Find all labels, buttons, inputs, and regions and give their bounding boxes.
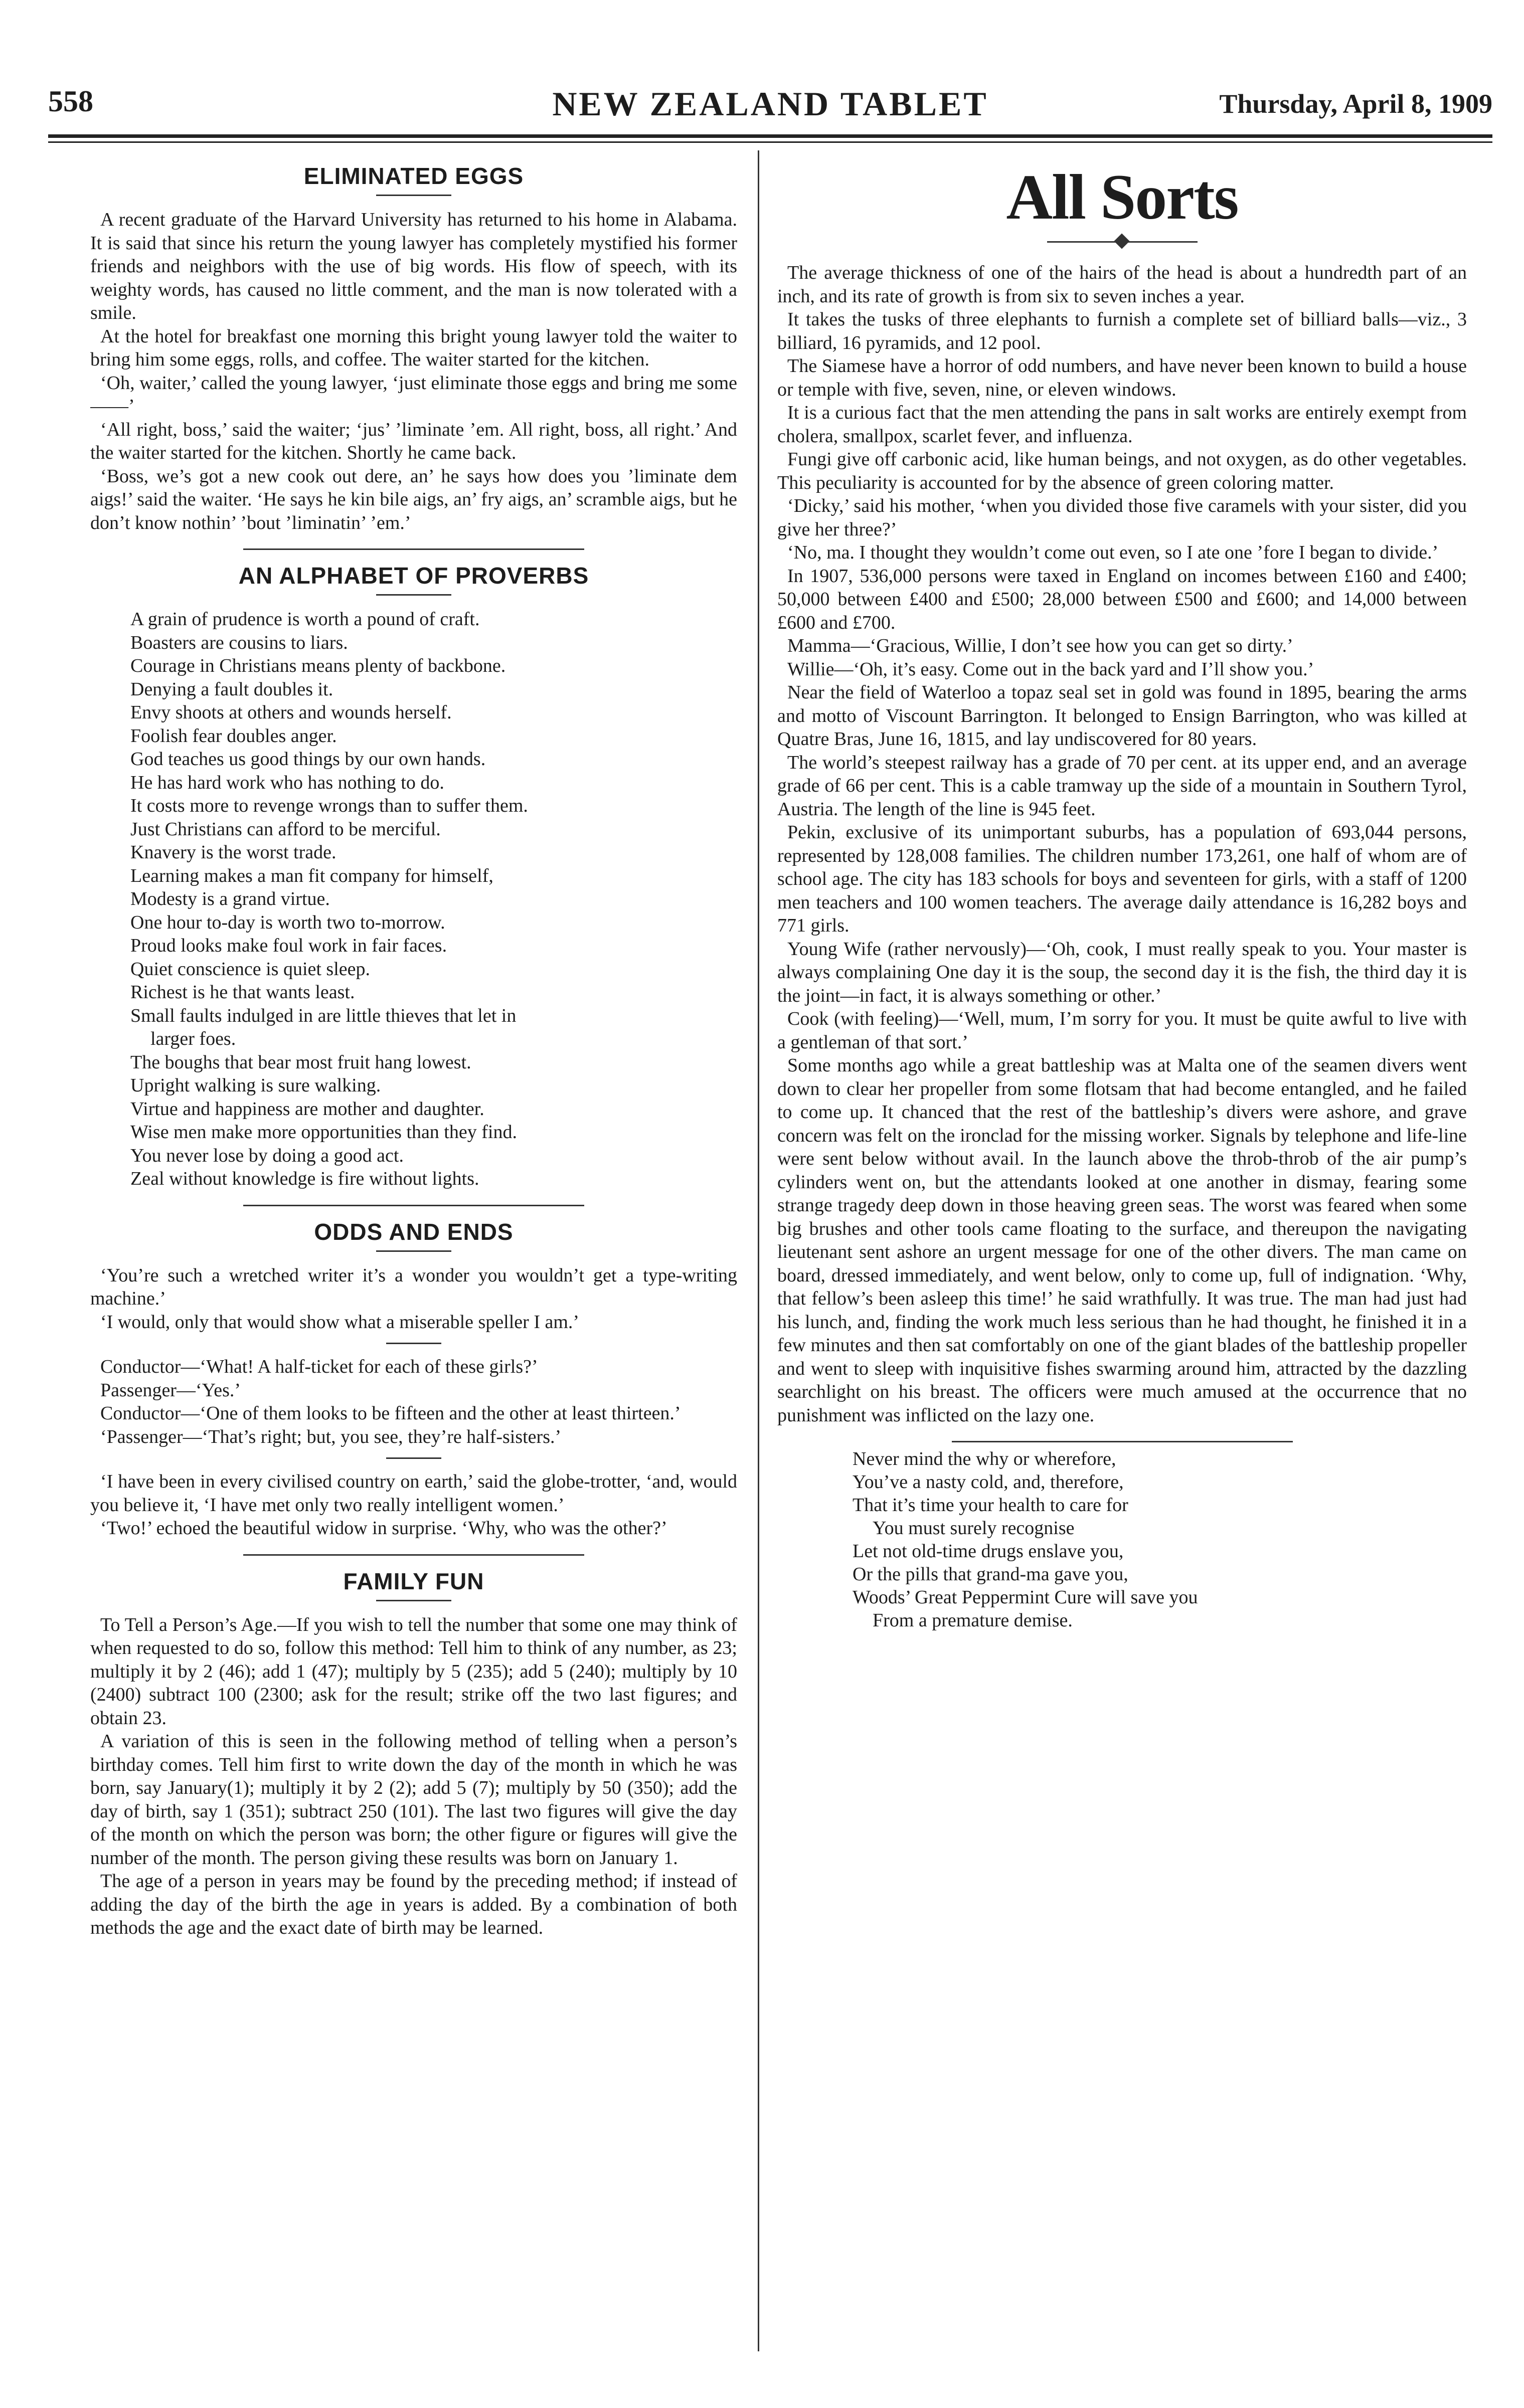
proverb: A grain of prudence is worth a pound of craft. xyxy=(130,609,480,630)
article-paragraph: ‘I have been in every civilised country on earth,’ said the globe-trotter, ‘and, would you believe it, ‘I have met only two really intelligent women.’ xyxy=(90,1471,737,1516)
item-paragraph: The Siamese have a horror of odd numbers, and have never been known to build a house or temple with five, seven, nine, or eleven windows. xyxy=(777,355,1467,400)
item-paragraph: It is a curious fact that the men attending the pans in salt works are entirely exempt from cholera, smallpox, scarlet fever, and influenza. xyxy=(777,402,1467,447)
article-paragraph: ‘I would, only that would show what a miserable speller I am.’ xyxy=(100,1311,580,1333)
article-paragraph: ‘Oh, waiter,’ called the young lawyer, ‘just eliminate those eggs and bring me some——’ xyxy=(90,372,737,417)
all-sorts-title: All Sorts xyxy=(1006,161,1238,233)
poem-line: You must surely recognise xyxy=(873,1518,1075,1539)
item-paragraph: Fungi give off carbonic acid, like human beings, and not oxygen, as do other vegetables. This peculiarity is accounted for by the absence of green coloring matter. xyxy=(777,449,1467,493)
article-paragraph: Conductor—‘What! A half-ticket for each of these girls?’ xyxy=(100,1356,538,1377)
diamond-icon xyxy=(1114,233,1129,249)
article-paragraph: ‘All right, boss,’ said the waiter; ‘jus’ ’liminate ’em. All right, boss, all right.’ And the waiter started for the kitchen. Shortly he came back. xyxy=(90,419,737,463)
section-divider xyxy=(243,1205,584,1206)
right-column xyxy=(777,150,1467,2356)
proverb: Virtue and happiness are mother and daughter. xyxy=(130,1098,484,1120)
article-paragraph: Passenger—‘Yes.’ xyxy=(100,1379,241,1401)
masthead-rule-thin xyxy=(48,141,1492,143)
poem-line: From a premature demise. xyxy=(873,1610,1073,1631)
newspaper-title: NEW ZEALAND TABLET xyxy=(552,85,988,123)
proverb: Just Christians can afford to be merciful. xyxy=(130,818,441,840)
section-eliminated-eggs xyxy=(90,162,737,534)
poem-line: That it’s time your health to care for xyxy=(853,1495,1128,1516)
proverb: Courage in Christians means plenty of backbone. xyxy=(130,655,506,676)
section-heading: ODDS AND ENDS xyxy=(314,1218,514,1245)
item-paragraph: The world’s steepest railway has a grade of 70 per cent. at its upper end, and an average grade of 66 per cent. This is a cable tramway up the side of a mountain in Southern Tyrol, Austria. The length of the line is 945 feet. xyxy=(777,752,1467,820)
heading-rule xyxy=(376,1600,451,1601)
section-heading: AN ALPHABET OF PROVERBS xyxy=(238,563,589,589)
poem-line: Never mind the why or wherefore, xyxy=(853,1448,1116,1469)
item-paragraph: In 1907, 536,000 persons were taxed in England on incomes between £160 and £400; 50,000 between £400 and £500; 28,000 between £500 and £600; and 14,000 between £600 and £700. xyxy=(777,565,1467,633)
proverb: God teaches us good things by our own hands. xyxy=(130,749,486,770)
joke-divider xyxy=(386,1457,441,1459)
item-paragraph: Pekin, exclusive of its unimportant suburbs, has a population of 693,044 persons, represented by 128,008 families. The children number 173,261, one half of whom are of school age. The city has 183 schools for boys and seventeen for girls, with a staff of 1200 men teachers and 100 women teachers. The average daily attendance is 16,282 boys and 771 girls. xyxy=(777,822,1467,936)
heading-rule xyxy=(376,594,451,596)
poem-line: You’ve a nasty cold, and, therefore, xyxy=(853,1471,1124,1493)
proverb: He has hard work who has nothing to do. xyxy=(130,772,444,793)
item-paragraph: It takes the tusks of three elephants to furnish a complete set of billiard balls—viz., 3 billiard, 16 pyramids, and 12 pool. xyxy=(777,309,1467,353)
poem-line: Let not old-time drugs enslave you, xyxy=(853,1541,1124,1562)
article-paragraph: ‘Passenger—‘That’s right; but, you see, they’re half-sisters.’ xyxy=(100,1426,562,1447)
article-paragraph: To Tell a Person’s Age.—If you wish to tell the number that some one may think of when requested to do so, follow this method: Tell him to think of any number, as 23; multiply it by 2 (46); add 1 (47); multiply by 5 (235); add 5 (240); multiply by 10 (2400) subtract 100 (2300; ask for the result; strike off the two last figures; and obtain 23. xyxy=(90,1614,737,1729)
proverb: One hour to-day is worth two to-morrow. xyxy=(130,911,445,933)
proverb: Foolish fear doubles anger. xyxy=(130,725,337,747)
proverb: Quiet conscience is quiet sleep. xyxy=(130,958,371,980)
proverb: Knavery is the worst trade. xyxy=(130,842,336,863)
proverb: Learning makes a man fit company for himself, xyxy=(130,865,493,886)
section-divider xyxy=(243,548,584,550)
section-heading: ELIMINATED EGGS xyxy=(303,163,524,189)
advert-poem xyxy=(853,1447,1467,1632)
proverb: Envy shoots at others and wounds herself. xyxy=(130,702,452,723)
left-column xyxy=(90,150,737,2356)
column-divider xyxy=(758,150,759,2351)
article-paragraph: The age of a person in years may be found by the preceding method; if instead of adding the day of the birth the age in years is added. By a combination of both methods the age and the exact date of birth may be learned. xyxy=(90,1871,737,1938)
proverb: Zeal without knowledge is fire without lights. xyxy=(130,1168,479,1189)
item-paragraph: Near the field of Waterloo a topaz seal set in gold was found in 1895, bearing the arms and motto of Viscount Barrington. It belonged to Ensign Barrington, who was killed at Quatre Bras, June 16, 1815, and lay undiscovered for 80 years. xyxy=(777,682,1467,750)
proverb: You never lose by doing a good act. xyxy=(130,1145,404,1166)
item-paragraph: The average thickness of one of the hairs of the head is about a hundredth part of an inch, and its rate of growth is from six to seven inches a year. xyxy=(777,262,1467,307)
joke-divider xyxy=(386,1343,441,1344)
section-family-fun xyxy=(90,1568,737,1940)
masthead-rule xyxy=(48,134,1492,138)
proverb: The boughs that bear most fruit hang lowest. xyxy=(130,1051,471,1073)
article-paragraph: ‘Two!’ echoed the beautiful widow in surprise. ‘Why, who was the other?’ xyxy=(100,1518,667,1539)
article-paragraph: At the hotel for breakfast one morning this bright young lawyer told the waiter to bring him some eggs, rolls, and coffee. The waiter started for the kitchen. xyxy=(90,325,737,370)
proverb-continuation-text: larger foes. xyxy=(150,1028,236,1049)
poem-line: Woods’ Great Peppermint Cure will save you xyxy=(853,1587,1198,1608)
item-paragraph: Mamma—‘Gracious, Willie, I don’t see how you can get so dirty.’ xyxy=(787,635,1293,656)
proverb: Modesty is a grand virtue. xyxy=(130,888,330,909)
section-alphabet-of-proverbs xyxy=(90,562,737,1191)
heading-rule xyxy=(376,195,451,196)
item-paragraph: Willie—‘Oh, it’s easy. Come out in the back yard and I’ll show you.’ xyxy=(787,658,1314,680)
proverb: Small faults indulged in are little thieves that let in xyxy=(130,1005,517,1026)
item-paragraph: Cook (with feeling)—‘Well, mum, I’m sorry for you. It must be quite awful to live with a gentleman of that sort.’ xyxy=(777,1008,1467,1053)
item-paragraph: Some months ago while a great battleship was at Malta one of the seamen divers went down to clear her propeller from some flotsam that had become entangled, and he failed to come up. It chanced that the rest of the battleship’s divers were ashore, and grave concern was felt on the ironclad for the missing worker. Signals by telephone and life-line were sent below without avail. In the launch above the throb-throb of the air pump’s cylinders went on, but the attendants looked at one another in dismay, fearing some strange tragedy deep down in those heaving green seas. The worst was feared when some big brushes and other tools came floating to the surface, and thereupon the navigating lieutenant sent ashore an urgent message for one of the other divers. The man came on board, dressed immediately, and went below, only to come up, full of indignation. ‘Why, that fellow’s been asleep this time!’ he said wrathfully. It was true. The man had just had his lunch, and, finding the work much less serious than he had thought, he finished it in a few minutes and then sat comfortably on one of the giant blades of the battleship propeller and went to sleep with inquisitive fishes swarming around him, attracted by the dazzling searchlight on his breast. The officers were much amused at the occurrence that no punishment was inflicted on the lazy one. xyxy=(777,1055,1467,1426)
masthead xyxy=(48,84,1492,136)
article-paragraph: ‘You’re such a wretched writer it’s a wonder you wouldn’t get a type-writing machine.’ xyxy=(90,1264,737,1309)
diamond-ornament-rule xyxy=(1047,234,1198,249)
section-odds-and-ends xyxy=(90,1218,737,1540)
proverb: Proud looks make foul work in fair faces. xyxy=(130,935,447,956)
article-paragraph: A recent graduate of the Harvard University has returned to his home in Alabama. It is said that since his return the young lawyer has completely mystified his former friends and neighbors with the use of big words. His flow of speech, with its weighty words, has caused no little comment, and the man is now tolerated with a smile. xyxy=(90,209,737,323)
article-paragraph: A variation of this is seen in the following method of telling when a person’s birthday comes. Tell him first to write down the day of the month in which he was born, say January(1); multiply it by 2 (2); add 5 (7); multiply by 50 (350); add the day of birth, say 1 (351); subtract 250 (101). The last two figures will give the day of the month on which the person was born; the other figure or figures will give the number of the month. The person giving these results was born on January 1. xyxy=(90,1731,737,1869)
heading-rule xyxy=(376,1250,451,1252)
issue-date: Thursday, April 8, 1909 xyxy=(1219,89,1492,119)
section-divider xyxy=(243,1554,584,1556)
item-paragraph: ‘Dicky,’ said his mother, ‘when you divided those five caramels with your sister, did you give her three?’ xyxy=(777,495,1467,540)
proverb: Richest is he that wants least. xyxy=(130,982,355,1003)
proverb-list xyxy=(90,608,737,1191)
proverb: Wise men make more opportunities than they find. xyxy=(130,1122,517,1143)
article-paragraph: Conductor—‘One of them looks to be fifteen and the other at least thirteen.’ xyxy=(100,1403,681,1424)
section-heading: FAMILY FUN xyxy=(343,1568,484,1594)
page-number: 558 xyxy=(48,85,93,118)
article-paragraph: ‘Boss, we’s got a new cook out dere, an’ he says how does you ’liminate dem aigs!’ said the waiter. ‘He says he kin bile aigs, an’ fry aigs, an’ scramble aigs, but he don’t know nothin’ ’bout ’liminatin’ ’em.’ xyxy=(90,465,737,533)
item-paragraph: ‘No, ma. I thought they wouldn’t come out even, so I ate one ’fore I began to divide.’ xyxy=(787,542,1439,563)
item-paragraph: Young Wife (rather nervously)—‘Oh, cook, I must really speak to you. Your master is always complaining One day it is the soup, the second day it is the fish, the third day it is the joint—in fact, it is always something or other.’ xyxy=(777,938,1467,1006)
proverb: Upright walking is sure walking. xyxy=(130,1075,381,1096)
proverb: Denying a fault doubles it. xyxy=(130,678,333,700)
proverb-continuation xyxy=(90,1027,737,1051)
proverb: Boasters are cousins to liars. xyxy=(130,632,348,653)
poem-line: Or the pills that grand-ma gave you, xyxy=(853,1564,1128,1585)
poem-divider xyxy=(952,1441,1293,1442)
proverb: It costs more to revenge wrongs than to suffer them. xyxy=(130,795,528,816)
